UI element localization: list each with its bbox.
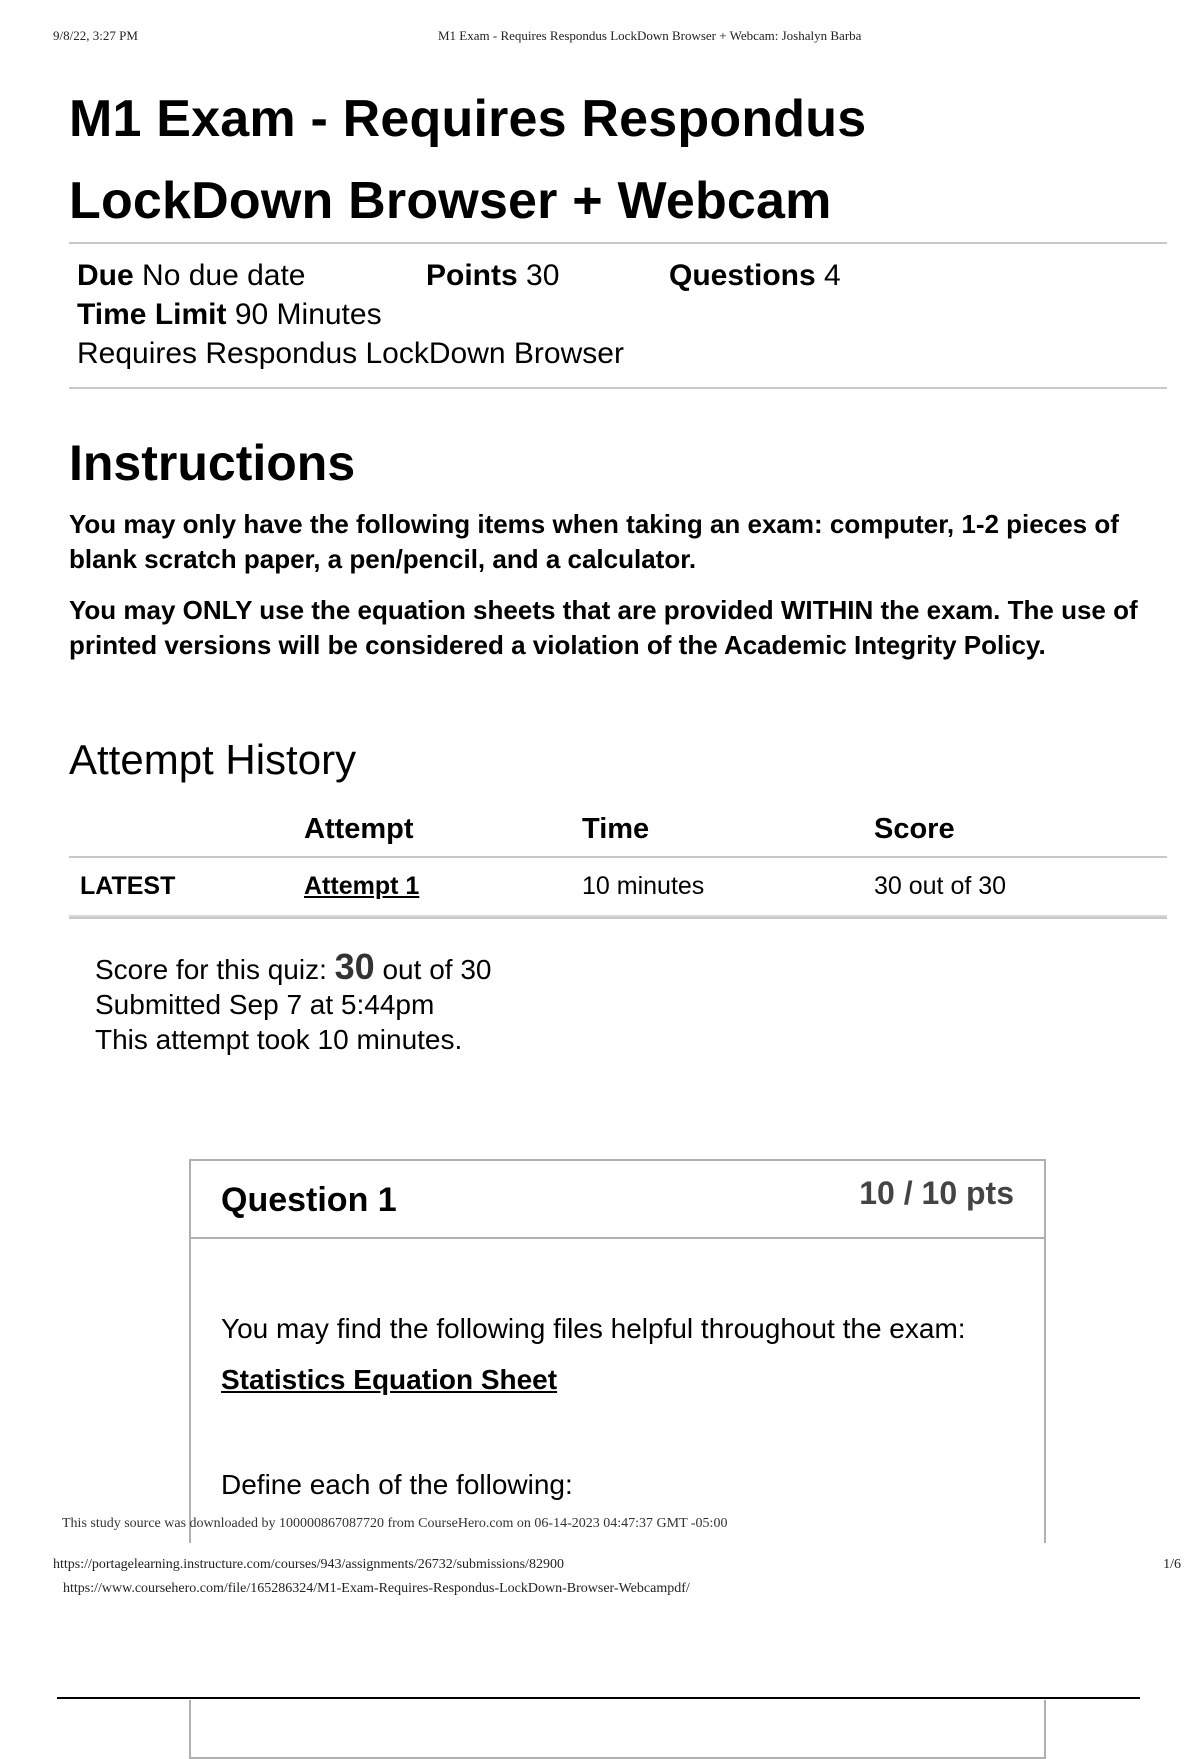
table-header-row — [69, 807, 1167, 857]
instructions-heading: Instructions — [69, 435, 356, 491]
bottom-divider — [57, 1697, 1140, 1699]
time-limit-row — [77, 295, 1159, 334]
points-item — [426, 256, 669, 295]
column-header-blank — [69, 807, 304, 857]
attempt-history-heading: Attempt History — [69, 736, 357, 783]
attempt-cell — [304, 857, 582, 916]
print-date: 9/8/22, 3:27 PM — [53, 28, 138, 43]
table-row — [69, 857, 1167, 916]
lockdown-requirement: Requires Respondus LockDown Browser — [77, 337, 624, 370]
question-points: 10 / 10 pts — [859, 1175, 1014, 1211]
divider — [69, 387, 1167, 389]
divider — [69, 917, 1167, 919]
time-limit-value: 90 Minutes — [234, 298, 382, 331]
column-header-time: Time — [582, 807, 874, 857]
quiz-content — [69, 78, 1167, 1057]
equation-sheet-link[interactable]: Statistics Equation Sheet — [221, 1364, 558, 1395]
time-cell: 10 minutes — [582, 857, 874, 916]
submitted-text: Submitted Sep 7 at 5:44pm — [95, 989, 435, 1020]
quiz-details — [69, 244, 1167, 387]
print-footer-area — [0, 1543, 1200, 1700]
score-prefix: Score for this quiz: — [95, 954, 327, 985]
attempt-history-table — [69, 807, 1167, 917]
question-header — [191, 1161, 1044, 1239]
questions-value: 4 — [824, 259, 841, 292]
latest-label: LATEST — [69, 857, 304, 916]
points-label: Points — [426, 259, 518, 292]
download-watermark: This study source was downloaded by 100000867087720 from CourseHero.com on 06-14-2023 04:47:37 GMT -05:00 — [62, 1516, 728, 1531]
questions-label: Questions — [669, 259, 816, 292]
score-cell: 30 out of 30 — [874, 857, 1167, 916]
print-doc-title: M1 Exam - Requires Respondus LockDown Browser + Webcam: Joshalyn Barba — [438, 28, 862, 43]
column-header-score: Score — [874, 807, 1167, 857]
time-limit-label: Time Limit — [77, 298, 227, 331]
attempt-link[interactable]: Attempt 1 — [304, 872, 420, 900]
page-url: https://portagelearning.instructure.com/courses/943/assignments/26732/submissions/82900 — [53, 1557, 564, 1572]
due-label: Due — [77, 259, 134, 292]
quiz-details-row — [77, 256, 1159, 295]
questions-item — [669, 256, 841, 295]
due-value: No due date — [142, 259, 306, 292]
question-intro: You may find the following files helpful throughout the exam: — [221, 1313, 966, 1344]
question-prompt: Define each of the following: — [221, 1469, 573, 1500]
page-number: 1/6 — [1163, 1557, 1181, 1572]
points-value: 30 — [526, 259, 560, 292]
instructions-paragraph: You may only have the following items when taking an exam: computer, 1-2 pieces of blank scratch paper, a pen/pencil, and a calculator. — [69, 509, 1119, 574]
requirement-row — [77, 334, 1159, 373]
page-title: M1 Exam - Requires Respondus LockDown Browser + Webcam — [69, 90, 867, 230]
score-value: 30 — [334, 946, 375, 987]
duration-text: This attempt took 10 minutes. — [95, 1024, 463, 1055]
score-suffix: out of 30 — [382, 954, 492, 985]
source-url: https://www.coursehero.com/file/165286324/M1-Exam-Requires-Respondus-LockDown-Browser-Webcampdf/ — [63, 1581, 690, 1596]
quiz-summary — [95, 946, 1167, 1057]
question-title: Question 1 — [221, 1181, 397, 1219]
instructions-paragraph: You may ONLY use the equation sheets that are provided WITHIN the exam. The use of printed versions will be considered a violation of the Academic Integrity Policy. — [69, 595, 1138, 660]
due-item — [77, 256, 426, 295]
score-line — [95, 946, 1167, 987]
time-limit-item — [77, 295, 382, 334]
column-header-attempt: Attempt — [304, 807, 582, 857]
question-body — [191, 1239, 1044, 1502]
